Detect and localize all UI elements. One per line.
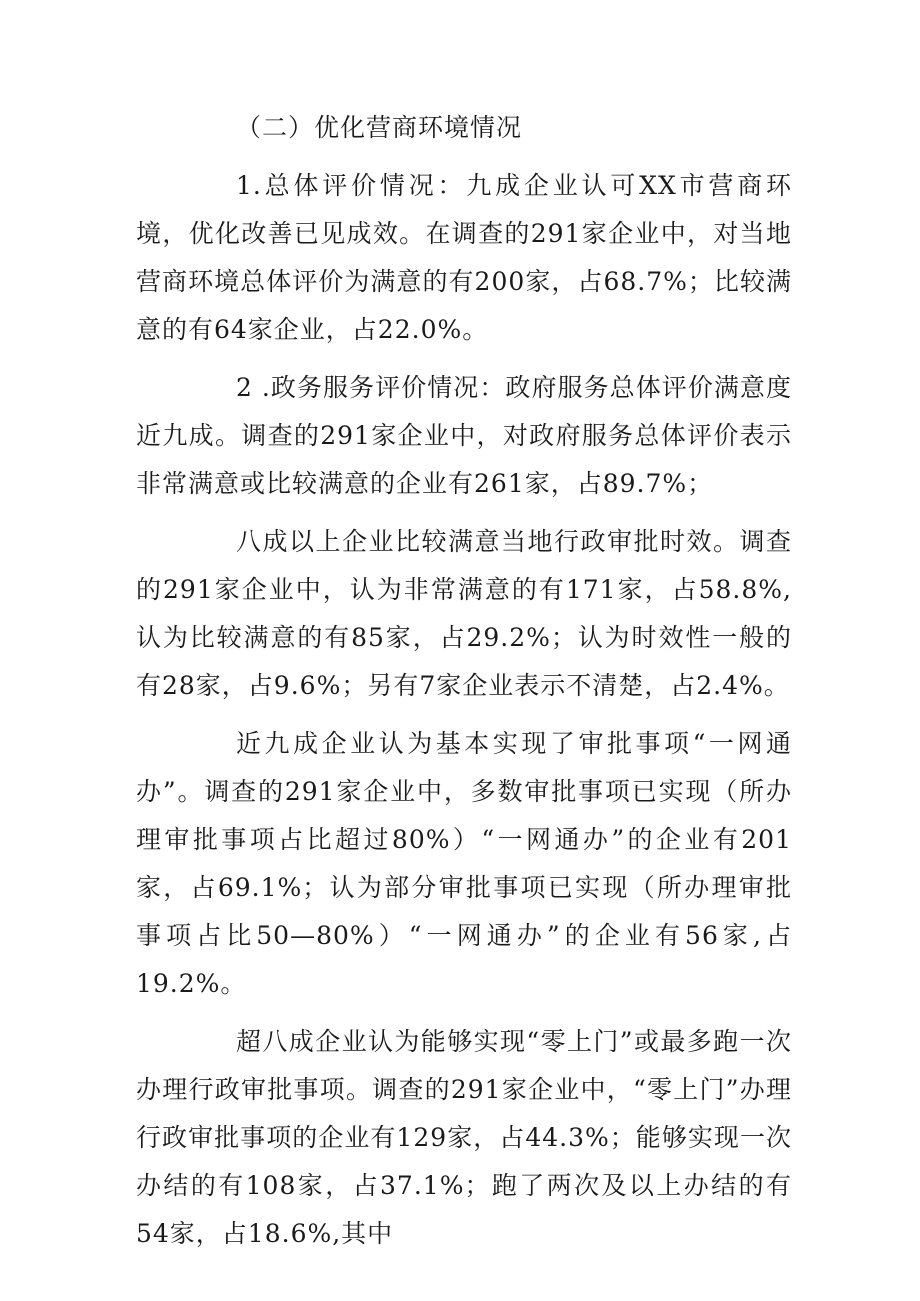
section-heading: （二）优化营商环境情况 xyxy=(236,113,523,142)
paragraph-government-service: 2 .政务服务评价情况：政府服务总体评价满意度近九成。调查的291家企业中，对政府服务总体评价表示非常满意或比较满意的企业有261家，占89.7%； xyxy=(136,373,792,498)
paragraph-approval-timeliness: 八成以上企业比较满意当地行政审批时效。调查的291家企业中，认为非常满意的有171家，占58.8%,认为比较满意的有85家，占29.2%；认为时效性一般的有28家，占9.6%；另有7家企业表示不清楚，占2.4%。 xyxy=(136,527,792,700)
paragraph-one-network: 近九成企业认为基本实现了审批事项“一网通办”。调查的291家企业中，多数审批事项已实现（所办理审批事项占比超过80%）“一网通办”的企业有201家，占69.1%；认为部分审批事项已实现（所办理审批事项占比50—80%）“一网通办”的企业有56家,占19.2%。 xyxy=(136,729,792,998)
paragraph-zero-visit: 超八成企业认为能够实现“零上门”或最多跑一次办理行政审批事项。调查的291家企业中，“零上门”办理行政审批事项的企业有129家，占44.3%；能够实现一次办结的有108家，占37.1%；跑了两次及以上办结的有54家，占18.6%,其中 xyxy=(136,1027,792,1248)
paragraph-overall-evaluation: 1.总体评价情况：九成企业认可XX市营商环境，优化改善已见成效。在调查的291家企业中，对当地营商环境总体评价为满意的有200家，占68.7%；比较满意的有64家企业，占22.0%。 xyxy=(136,171,792,344)
